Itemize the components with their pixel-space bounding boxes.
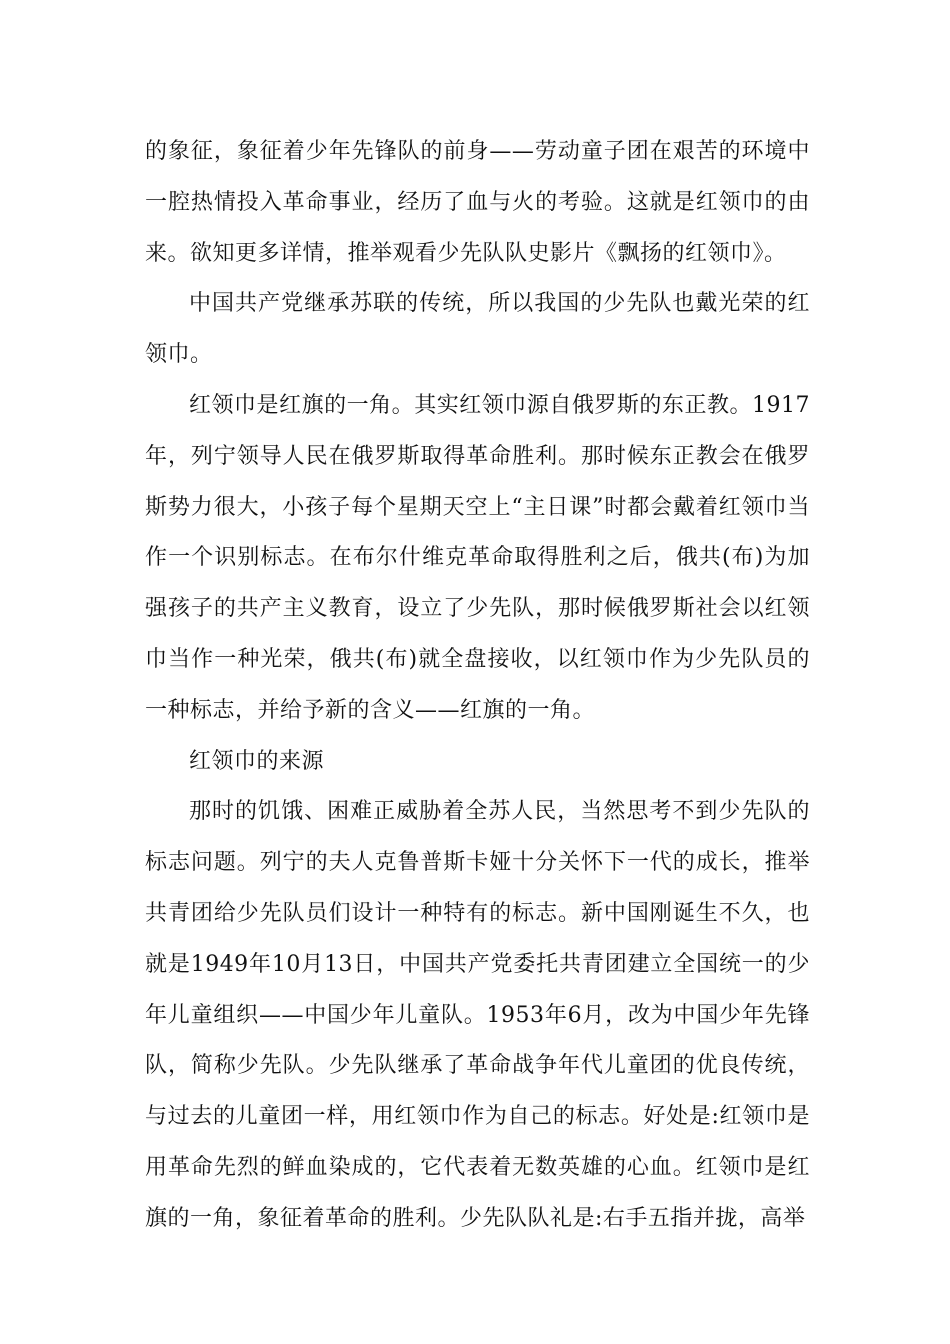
section-heading: 红领巾的来源 (189, 748, 325, 774)
paragraph-4: 那时的饥饿、困难正威胁着全苏人民，当然思考不到少先队的标志问题。列宁的夫人克鲁普斯卡娅十分关怀下一代的成长，推举共青团给少先队员们设计一种特有的标志。新中国刚诞生不久，也就是1949年10月13日，中国共产党委托共青团建立全国统一的少年儿童组织——中国少年儿童队。1953年6月，改为中国少年先锋队，简称少先队。少先队继承了革命战争年代儿童团的优良传统，与过去的儿童团一样，用红领巾作为自己的标志。好处是:红领巾是用革命先烈的鲜血染成的，它代表着无数英雄的心血。红领巾是红旗的一角，象征着革命的胜利。少先队队礼是:右手五指并拢，高举 (145, 799, 810, 1231)
paragraph-1: 的象征，象征着少年先锋队的前身——劳动童子团在艰苦的环境中一腔热情投入革命事业，经历了血与火的考验。这就是红领巾的由来。欲知更多详情，推举观看少先队队史影片《飘扬的红领巾》。 (145, 139, 810, 266)
paragraph-2: 中国共产党继承苏联的传统，所以我国的少先队也戴光荣的红领巾。 (145, 291, 810, 368)
paragraph-3: 红领巾是红旗的一角。其实红领巾源自俄罗斯的东正教。1917年，列宁领导人民在俄罗斯取得革命胜利。那时候东正教会在俄罗斯势力很大，小孩子每个星期天空上“主日课”时都会戴着红领巾当作一个识别标志。在布尔什维克革命取得胜利之后，俄共(布)为加强孩子的共产主义教育，设立了少先队，那时候俄罗斯社会以红领巾当作一种光荣，俄共(布)就全盘接收，以红领巾作为少先队员的一种标志，并给予新的含义——红旗的一角。 (145, 392, 810, 723)
document-body (145, 127, 810, 1245)
